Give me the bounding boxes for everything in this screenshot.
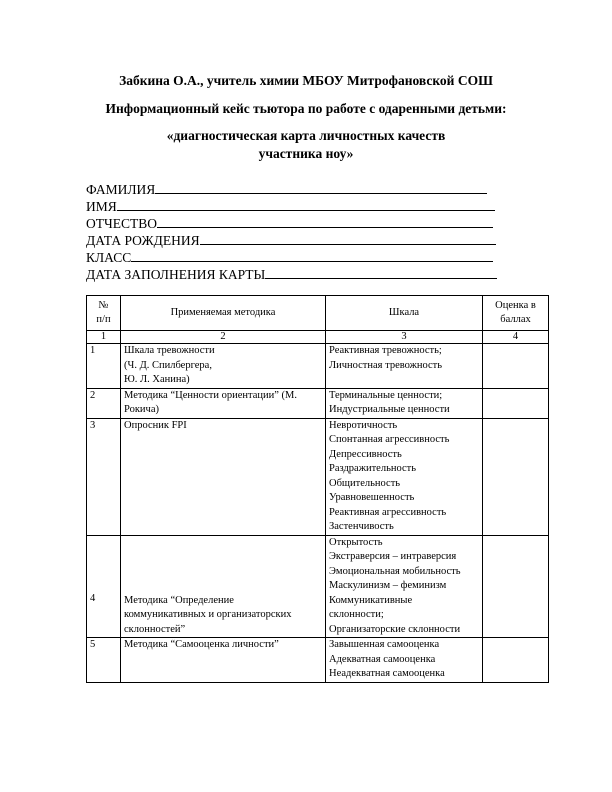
row-method: Методика “Определение коммуникативных и организаторских склонностей” xyxy=(121,535,326,638)
table-header-row xyxy=(87,296,549,331)
field-fill-date[interactable] xyxy=(86,266,497,283)
field-name[interactable] xyxy=(86,198,495,215)
col-number: 3 xyxy=(326,331,483,344)
row-num: 2 xyxy=(87,388,121,418)
row-method: Шкала тревожности (Ч. Д. Спилбергера, Ю. Л. Ханина) xyxy=(121,344,326,389)
card-title-line1: «диагностическая карта личностных качеств xyxy=(166,128,446,143)
row-scales: Реактивная тревожность; Личностная тревожность xyxy=(326,344,483,389)
case-title: Информационный кейс тьютора по работе с одаренными детьми: xyxy=(105,101,507,116)
row-scales: Завышенная самооценка Адекватная самооценка Неадекватная самооценка xyxy=(326,638,483,683)
row-score-cell[interactable] xyxy=(483,344,549,389)
fill-line xyxy=(200,232,496,245)
field-label: ФАМИЛИЯ xyxy=(86,182,156,197)
table-row xyxy=(87,388,549,418)
col-number: 2 xyxy=(121,331,326,344)
field-surname[interactable] xyxy=(86,181,487,198)
row-num: 1 xyxy=(87,344,121,389)
col-number: 1 xyxy=(87,331,121,344)
header-scale: Шкала xyxy=(326,296,483,331)
field-label: КЛАСС xyxy=(86,250,132,265)
fill-line xyxy=(131,249,493,262)
row-score-cell[interactable] xyxy=(483,418,549,535)
row-scales: Невротичность Спонтанная агрессивность Депрессивность Раздражительность Общительность Уравновешенность Реактивная агрессивность Застенчивость xyxy=(326,418,483,535)
row-score-cell[interactable] xyxy=(483,638,549,683)
row-scales: Терминальные ценности; Индустриальные ценности xyxy=(326,388,483,418)
diagnostic-table xyxy=(86,295,549,683)
author-line: Забкина О.А., учитель химии МБОУ Митрофановской СОШ xyxy=(119,73,493,88)
fill-line xyxy=(157,215,493,228)
row-method: Методика “Самооценка личности” xyxy=(121,638,326,683)
column-number-row xyxy=(87,331,549,344)
row-num: 5 xyxy=(87,638,121,683)
table-row xyxy=(87,535,549,638)
fill-line xyxy=(265,266,497,279)
header-num: № п/п xyxy=(87,296,121,331)
col-number: 4 xyxy=(483,331,549,344)
row-score-cell[interactable] xyxy=(483,388,549,418)
row-method: Методика “Ценности ориентации” (М. Рокича) xyxy=(121,388,326,418)
fill-line xyxy=(117,198,495,211)
fill-line xyxy=(155,181,487,194)
row-scales: Открытость Экстраверсия – интраверсия Эмоциональная мобильность Маскулинизм – феминизм Коммуникативные склонности; Организаторские склонности xyxy=(326,535,483,638)
field-label: ИМЯ xyxy=(86,199,117,214)
field-label: ДАТА ЗАПОЛНЕНИЯ КАРТЫ xyxy=(86,267,266,282)
header-method: Применяемая методика xyxy=(121,296,326,331)
row-num: 4 xyxy=(87,535,121,638)
row-method: Опросник FPI xyxy=(121,418,326,535)
card-title-line2: участника ноу» xyxy=(258,146,354,161)
field-birth-date[interactable] xyxy=(86,232,496,249)
table-row xyxy=(87,418,549,535)
row-score-cell[interactable] xyxy=(483,535,549,638)
table-row xyxy=(87,344,549,389)
field-patronymic[interactable] xyxy=(86,215,493,232)
row-num: 3 xyxy=(87,418,121,535)
field-class[interactable] xyxy=(86,249,493,266)
field-label: ДАТА РОЖДЕНИЯ xyxy=(86,233,200,248)
field-label: ОТЧЕСТВО xyxy=(86,216,158,231)
header-score: Оценка в баллах xyxy=(483,296,549,331)
table-row xyxy=(87,638,549,683)
